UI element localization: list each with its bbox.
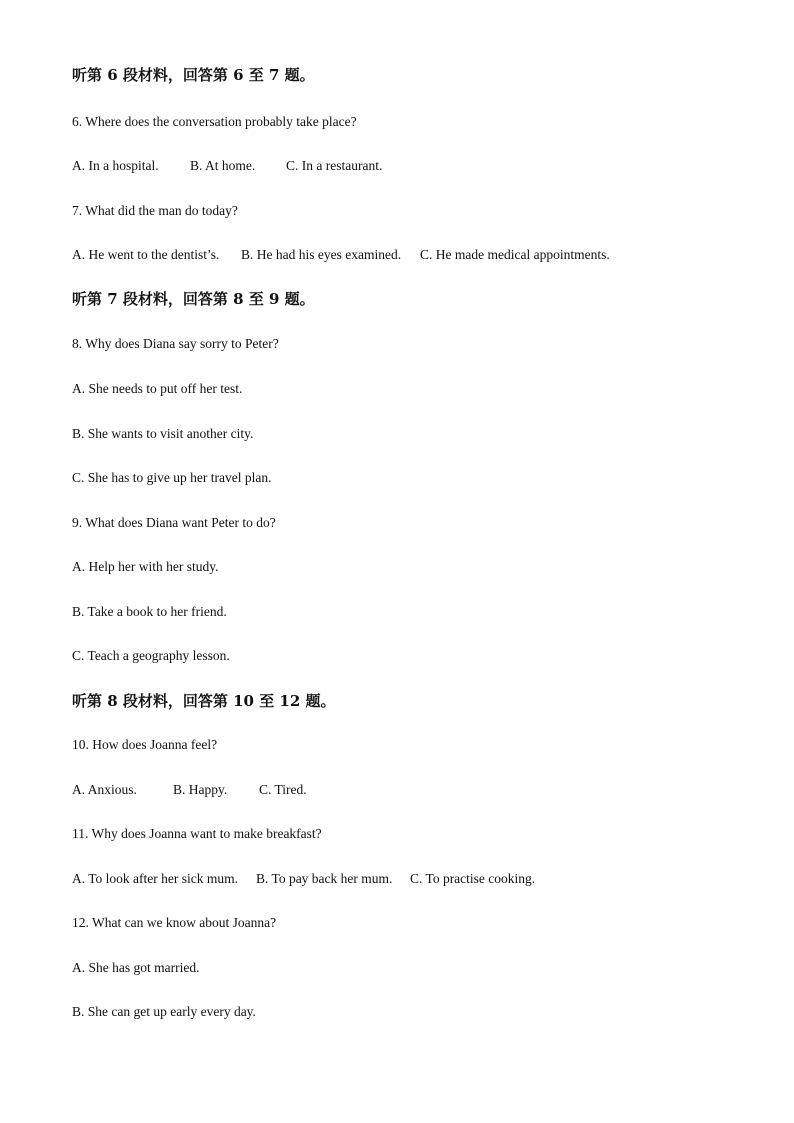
option-c: C. She has to give up her travel plan. <box>72 470 272 485</box>
section-heading: 听第 6 段材料，回答第 6 至 7 题。 <box>72 66 315 84</box>
option-b: B. He had his eyes examined. <box>241 247 402 262</box>
options-row <box>72 870 535 888</box>
section-heading: 听第 8 段材料，回答第 10 至 12 题。 <box>72 692 336 710</box>
option-c: C. In a restaurant. <box>286 158 383 173</box>
question-text: 7. What did the man do today? <box>72 203 238 218</box>
option-a: A. In a hospital. <box>72 158 159 173</box>
question-text: 11. Why does Joanna want to make breakfast? <box>72 826 322 841</box>
option-b: B. Happy. <box>173 782 228 797</box>
option-a: A. She has got married. <box>72 960 200 975</box>
question-text: 12. What can we know about Joanna? <box>72 915 277 930</box>
question-text: 9. What does Diana want Peter to do? <box>72 515 276 530</box>
option-b: B. At home. <box>190 158 256 173</box>
options-row <box>72 781 307 799</box>
option-c: C. Teach a geography lesson. <box>72 648 230 663</box>
option-c: C. He made medical appointments. <box>420 247 610 262</box>
option-a: A. He went to the dentist’s. <box>72 247 220 262</box>
option-b: B. To pay back her mum. <box>256 871 393 886</box>
options-row <box>72 157 382 175</box>
option-b: B. Take a book to her friend. <box>72 604 227 619</box>
option-a: A. Anxious. <box>72 782 137 797</box>
option-a: A. Help her with her study. <box>72 559 219 574</box>
option-c: C. To practise cooking. <box>410 871 536 886</box>
option-b: B. She can get up early every day. <box>72 1004 256 1019</box>
option-a: A. To look after her sick mum. <box>72 871 239 886</box>
options-row <box>72 246 610 264</box>
option-b: B. She wants to visit another city. <box>72 426 254 441</box>
question-text: 8. Why does Diana say sorry to Peter? <box>72 336 279 351</box>
option-a: A. She needs to put off her test. <box>72 381 243 396</box>
question-text: 10. How does Joanna feel? <box>72 737 218 752</box>
option-c: C. Tired. <box>259 782 307 797</box>
question-text: 6. Where does the conversation probably take place? <box>72 114 357 129</box>
section-heading: 听第 7 段材料，回答第 8 至 9 题。 <box>72 290 315 308</box>
